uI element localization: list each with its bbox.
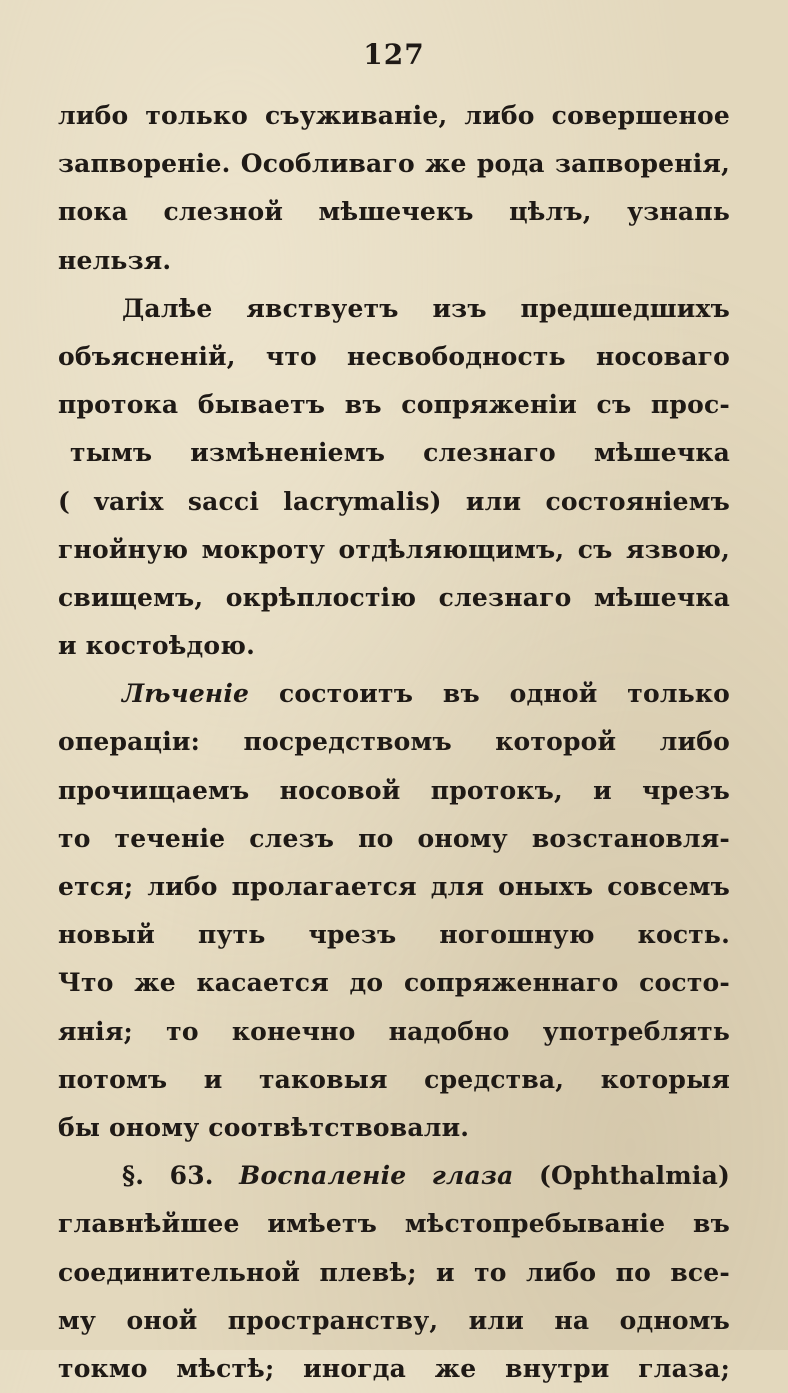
text-line: Далѣе явствуетъ изъ предшедшихъ xyxy=(122,293,730,323)
text-line: запвореніе. Особливаго же рода запворенія, xyxy=(58,149,730,179)
text-line: прочищаемъ носовой протокъ, и чрезъ xyxy=(58,775,730,805)
text-line: главнѣйшее имѣетъ мѣстопребываніе въ xyxy=(58,1209,730,1239)
text-line: гнойную мокроту отдѣляющимъ, съ язвою, xyxy=(58,534,730,564)
text-line: свищемъ, окрѣплостію слезнаго мѣшечка xyxy=(58,582,730,612)
text-line-with-lead xyxy=(58,670,730,718)
text-line: то теченіе слезъ по оному возстановля- xyxy=(58,823,730,853)
text-line: ется; либо пролагается для оныхъ совсемъ xyxy=(58,872,730,901)
text-line-rest: (Ophthalmia) xyxy=(513,1161,730,1191)
section-mark: §. 63. xyxy=(122,1161,214,1191)
text-line: потомъ и таковыя средства, которыя xyxy=(58,1064,730,1094)
text-line: и костоѣдою. xyxy=(58,631,256,661)
text-line: новый путь чрезъ ногошную кость. xyxy=(58,920,730,950)
text-line: янія; то конечно надобно употреблять xyxy=(58,1016,730,1046)
page-number: 127 xyxy=(363,38,425,71)
text-line: ( varix sacci lacrymalis) или состояніемъ xyxy=(58,486,730,516)
italic-lead-term: Лѣченіе xyxy=(122,679,250,709)
text-line: тымъ измѣненіемъ слезнаго мѣшечка xyxy=(70,438,730,468)
text-line: операціи: посредствомъ которой либо xyxy=(58,727,730,757)
text-line: протока бываетъ въ сопряженіи съ прос- xyxy=(58,390,730,420)
text-line: Что же касается до сопряженнаго состо- xyxy=(58,968,730,998)
text-line: нельзя. xyxy=(58,245,172,275)
text-line: объясненій, что несвободность носоваго xyxy=(58,341,730,371)
text-line: му оной пространству, или на одномъ xyxy=(58,1305,730,1335)
text-line: пока слезной мѣшечекъ цѣлъ, узнапь xyxy=(58,197,730,227)
text-line-rest: состоитъ въ одной только xyxy=(249,679,730,709)
text-line-with-lead xyxy=(58,1152,730,1200)
text-line: либо только съуживаніе, либо совершеное xyxy=(58,101,730,130)
body-text xyxy=(58,92,730,1393)
text-line: токмо мѣстѣ; иногда же внутри глаза; xyxy=(58,1353,730,1383)
text-line: соединительной плевѣ; и то либо по все- xyxy=(58,1257,730,1287)
text-line: бы оному соотвѣтствовали. xyxy=(58,1112,470,1142)
italic-lead-term: Воспаленіе глаза xyxy=(239,1161,514,1191)
